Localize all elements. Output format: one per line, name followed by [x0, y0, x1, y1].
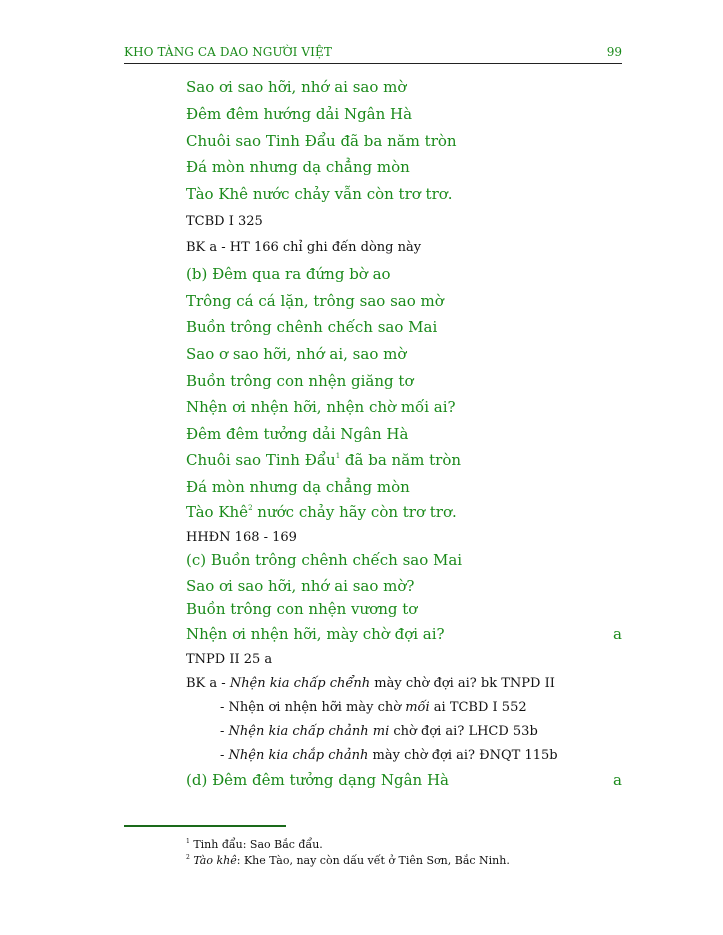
verse-line: Sao ơi sao hỡi, nhớ ai sao mờ? [186, 577, 415, 595]
note-italic: Nhện kia chắp chảnh [228, 748, 369, 763]
verse-line: Chuôi sao Tinh Đẩu đã ba năm tròn [186, 132, 457, 150]
verse-line: Trông cá cá lặn, trông sao sao mờ [186, 292, 444, 310]
verse-line: Buồn trông con nhện vương tơ [186, 600, 418, 618]
note-text: BK a - [186, 676, 230, 691]
verse-line: Buồn trông con nhện giăng tơ [186, 372, 414, 390]
variant-note: BK a - HT 166 chỉ ghi đến dòng này [186, 240, 422, 255]
verse-text: nước chảy hãy còn trơ trơ. [252, 503, 457, 521]
note-text: - [220, 748, 229, 763]
verse-line [186, 503, 457, 521]
verse-text: Chuôi sao Tinh Đẩu [186, 451, 336, 469]
variant-marker: a [613, 625, 622, 643]
note-text: ai TCBD I 552 [429, 700, 527, 715]
note-text: mày chờ đợi ai? bk TNPD II [370, 676, 555, 691]
variant-note [220, 748, 558, 763]
verse-line: Đá mòn nhưng dạ chẳng mòn [186, 478, 410, 496]
verse-text: đã ba năm tròn [340, 451, 462, 469]
verse-line: Nhện ơi nhện hỡi, mày chờ đợi ai? [186, 625, 445, 643]
running-title: KHO TÀNG CA DAO NGƯỜI VIỆT [124, 45, 332, 59]
verse-line: Sao ơi sao hỡi, nhớ ai sao mờ [186, 78, 407, 96]
verse-line: (d) Đêm đêm tưởng dạng Ngân Hà [186, 771, 449, 789]
source-note: TCBD I 325 [186, 214, 263, 229]
verse-line: Tào Khê nước chảy vẫn còn trơ trơ. [186, 185, 453, 203]
verse-line: Đêm đêm tưởng dải Ngân Hà [186, 425, 409, 443]
note-text: mày chờ đợi ai? ĐNQT 115b [368, 748, 558, 763]
source-note: HHĐN 168 - 169 [186, 530, 297, 545]
variant-note [220, 724, 538, 739]
footnote-number: 2 [186, 854, 190, 861]
note-italic: Nhện kia chấp chểnh [229, 676, 371, 691]
verse-line: Buồn trông chênh chếch sao Mai [186, 318, 438, 336]
note-italic: Nhện kia chấp chảnh mi [228, 724, 390, 739]
footnote-ref: 2 [248, 504, 253, 512]
verse-line [186, 451, 461, 469]
note-italic: mối [405, 700, 430, 715]
footnote-text: Tinh đẩu: Sao Bắc đẩu. [189, 838, 323, 851]
footnote [186, 838, 323, 851]
verse-line: Sao ơ sao hỡi, nhớ ai, sao mờ [186, 345, 407, 363]
footnote-number: 1 [186, 838, 190, 845]
note-text: - [220, 724, 229, 739]
footnote [186, 854, 510, 867]
footnote-italic: Tào khê [189, 854, 237, 867]
verse-line: (b) Đêm qua ra đứng bờ ao [186, 265, 391, 283]
verse-line: Đá mòn nhưng dạ chẳng mòn [186, 158, 410, 176]
verse-line: Nhện ơi nhện hỡi, nhện chờ mối ai? [186, 398, 456, 416]
verse-line: (c) Buồn trông chênh chếch sao Mai [186, 551, 463, 569]
verse-text: Tào Khê [186, 503, 249, 521]
verse-line: Đêm đêm hướng dải Ngân Hà [186, 105, 413, 123]
source-note: TNPD II 25 a [186, 652, 273, 667]
footnote-text: : Khe Tào, nay còn dấu vết ở Tiên Sơn, Bắc Ninh. [236, 854, 510, 867]
footnote-ref: 1 [335, 452, 341, 460]
note-text: chờ đợi ai? LHCD 53b [389, 724, 538, 739]
note-text: - Nhện ơi nhện hỡi mày chờ [220, 700, 406, 715]
variant-note [186, 676, 555, 691]
page-number: 99 [606, 45, 622, 59]
variant-marker: a [613, 771, 622, 789]
variant-note [220, 700, 527, 715]
footnote-rule [124, 825, 286, 827]
